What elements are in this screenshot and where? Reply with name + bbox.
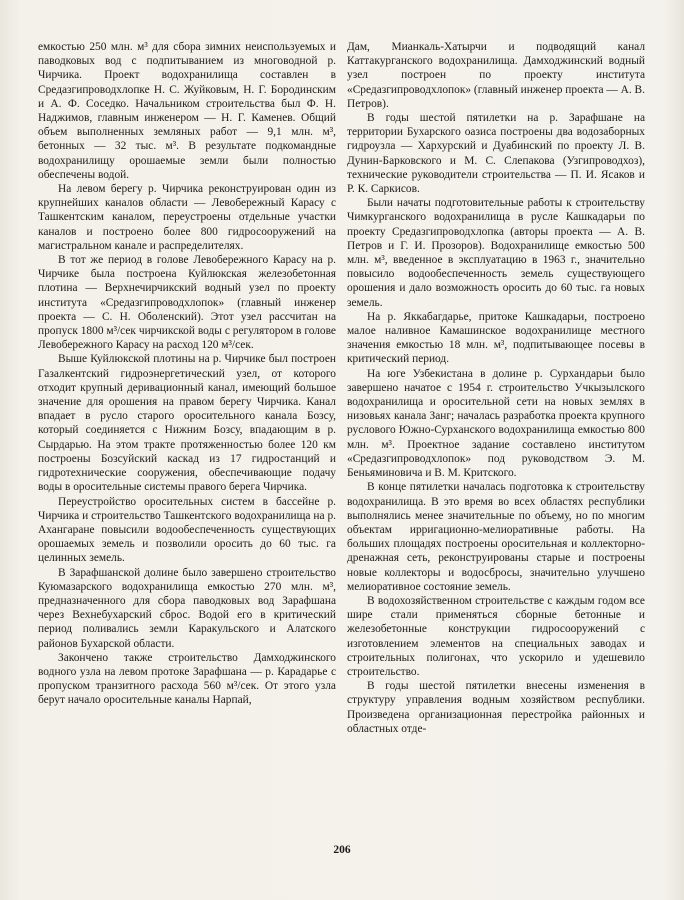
paragraph: Закончено также строительство Дамходжинского водного узла на левом протоке Зарафшана — р. Карадарье с пропуском транзитного расхода 560 м³/сек. От этого узла берут начало оросительные каналы Нарпай, [38,651,336,707]
paragraph: В годы шестой пятилетки внесены изменения в структуру управления водным хозяйством республики. Произведена организационная перестройка районных и областных отде- [347,680,645,735]
paragraph-continuation: Дам, Мианкаль-Хатырчи и подводящий канал Каттакурганского водохранилища. Дамходжинский водный узел построен по проекту института «Средазгипроводхлопок» (главный инженер проекта — А. В. Петров). [347,41,645,110]
paragraph: Были начаты подготовительные работы к строительству Чимкурганского водохранилища в русле Кашкадарьи по проекту Средазгипроводхлопка (авторы проекта — А. В. Петров и Г. И. Прозоров). Водохранилище емкостью 500 млн. м³, введенное в эксплуатацию в 1963 г., значительно повысило водообеспеченность земель существующего орошения и дало возможность оросить до 60 тыс. га новых земель. [347,197,645,309]
page-number: 206 [333,844,351,856]
paragraph: На левом берегу р. Чирчика реконструирован один из крупнейших каналов области — Левобережный Карасу с Ташкентским каналом, переустроены отдельные участки каналов и построено более 800 гидросооружений на магистральном канале и распределителях. [38,183,336,252]
paragraph: В годы шестой пятилетки на р. Зарафшане на территории Бухарского оазиса построены два водозаборных гидроузла — Хархурский и Дуабинский по проекту Л. В. Дунин-Барковского и М. С. Слепакова (Узгипроводхоз), технические руководители строительства — П. И. Ясаков и Р. К. Саркисов. [347,112,645,196]
paragraph: емкостью 250 млн. м³ для сбора зимних неиспользуемых и паводковых вод с подпитыванием из многоводной р. Чирчика. Проект водохранилища составлен в Средазгипроводхлопке Н. С. Жуйковым, Н. Г. Бородинским и А. Ф. Соседко. Начальником строительства был Ф. Н. Наджимов, главным инженером — Н. Г. Каменев. Общий объем выполненных земляных работ — 9,1 млн. м³, бетонных — 32 тыс. м³. В результате подкомандные водохранилищу орошаемые земли были полностью обеспечены водой. [38,41,336,181]
paragraph: На р. Яккабагдарье, притоке Кашкадарьи, построено малое наливное Камашинское водохранилище местного значения емкостью 18 млн. м³, подпитывающее посевы в критический период. [347,310,645,366]
paragraph: В конце пятилетки началась подготовка к строительству водохранилища. В это время во всех областях республики выполнялись менее значительные по объему, но по многим объектам ирригационно-мелиоративные работы. На больших площадях построены оросительная и коллекторно-дренажная сеть, реконструированы старые и построены новые коллекторы и водосбросы, значительно улучшено мелиоративное состояние земель. [347,481,645,593]
paragraph: На юге Узбекистана в долине р. Сурхандарьи было завершено начатое с 1954 г. строительство Учкызылского водохранилища и оросительной сети на новых землях в низовьях канала Занг; началась разработка проекта крупного руслового Южно-Сурханского водохранилища емкостью 800 млн. м³. Проектное задание составлено институтом «Средазгипроводхлопок» под руководством Э. М. Беньяминовича и В. М. Критского. [347,367,645,480]
paragraph: В тот же период в голове Левобережного Карасу на р. Чирчике была построена Куйлюкская железобетонная плотина — Верхнечирчикский водный узел по проекту института «Средазгипроводхлопок» (главный инженер проекта — С. Н. Оболенский). Этот узел рассчитан на пропуск 1800 м³/сек чирчикской воды с регулятором в голове Левобережного Карасу на расход 120 м³/сек. [38,254,336,352]
paragraph: Переустройство оросительных систем в бассейне р. Чирчика и строительство Ташкентского водохранилища на р. Ахангаране повысили водообеспеченность существующих орошаемых земель и позволили оросить до 60 тыс. га целинных земель. [38,495,336,565]
paragraph: В Зарафшанской долине было завершено строительство Куюмазарского водохранилища емкостью 270 млн. м³, предназначенного для сбора паводковых вод Зарафшана через Вехнебухарский сброс. Водой его в критический период поливались земли Каракульского и Алатского районов Бухарской области. [38,566,336,650]
right-column [347,40,645,736]
left-column [38,40,336,708]
paragraph: Выше Куйлюкской плотины на р. Чирчике был построен Газалкентский гидроэнергетический узел, от которого отходит крупный деривационный канал, имеющий большое значение для орошения на правом берегу Чирчика. Канал впадает в русло старого оросительного канала Бозсу, который соединяется с Нижним Бозсу, впадающим в р. Сырдарью. На этом тракте протяженностью более 120 км построены Бозсуйский каскад из 17 гидростанций и гидротехнические сооружения, обеспечивающие подачу воды в оросительные системы правого берега Чирчика. [38,353,336,494]
paragraph: В водохозяйственном строительстве с каждым годом все шире стали применяться сборные бетонные и железобетонные конструкции гидросооружений с изготовлением элементов на специальных заводах и строительных полигонах, что ускорило и удешевило строительство. [347,594,645,678]
